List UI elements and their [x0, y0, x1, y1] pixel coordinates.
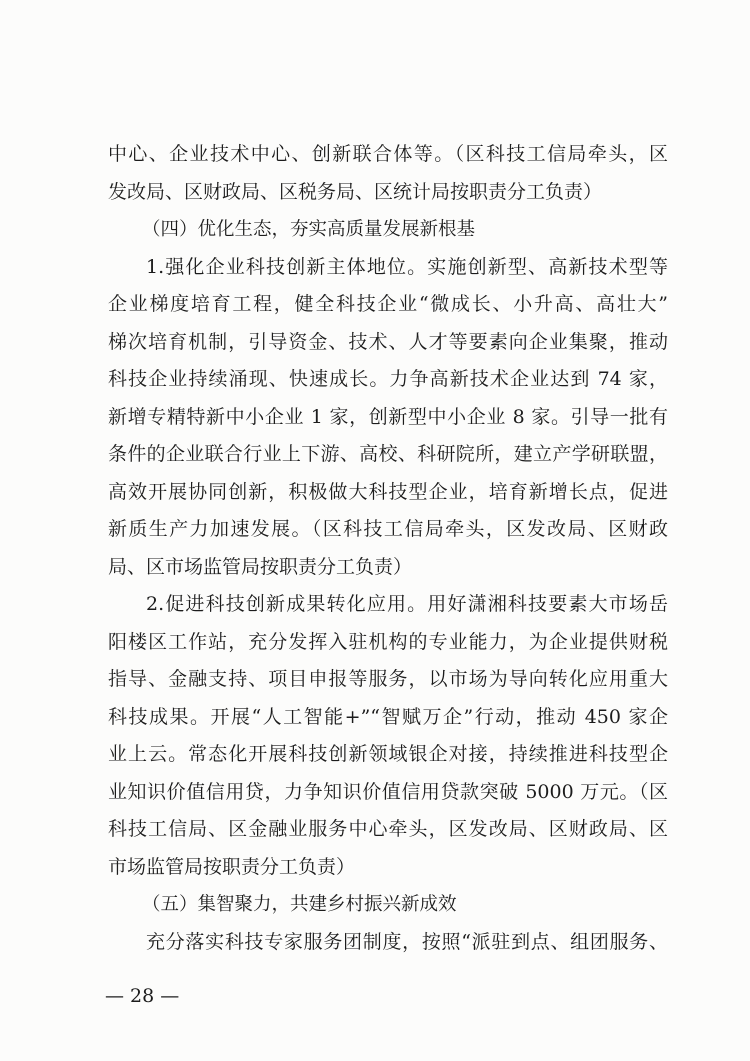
body-line: 高效开展协同创新，积极做大科技型企业，培育新增长点，促进	[108, 480, 668, 503]
section-heading: （四）优化生态，夯实高质量发展新根基	[142, 219, 476, 240]
body-line: 梯次培育机制，引导资金、技术、人才等要素向企业集聚，推动	[108, 330, 668, 353]
paragraph-first-line: 2.促进科技创新成果转化应用。用好潇湘科技要素大市场岳	[146, 593, 668, 615]
body-line: 条件的企业联合行业上下游、高校、科研院所，建立产学研联盟，	[108, 443, 668, 465]
paragraph-first-line: 充分落实科技专家服务团制度，按照“派驻到点、组团服务、	[146, 930, 668, 953]
body-line: 业知识价值信用贷，力争知识价值信用贷款突破 5000 万元。（区	[108, 780, 668, 803]
body-line: 科技企业持续涌现、快速成长。力争高新技术企业达到 74 家，	[108, 368, 668, 390]
paragraph-first-line: 1.强化企业科技创新主体地位。实施创新型、高新技术型等	[146, 255, 668, 278]
body-line: 科技工信局、区金融业服务中心牵头，区发改局、区财政局、区	[108, 818, 668, 840]
body-line: 中心、企业技术中心、创新联合体等。（区科技工信局牵头，区	[108, 143, 668, 165]
body-line: 指导、金融支持、项目申报等服务，以市场为导向转化应用重大	[108, 668, 668, 690]
body-line: 新增专精特新中小企业 1 家，创新型中小企业 8 家。引导一批有	[108, 405, 668, 428]
body-line: 科技成果。开展“人工智能+”“智赋万企”行动，推动 450 家企	[108, 705, 668, 728]
body-line: 新质生产力加速发展。（区科技工信局牵头，区发改局、区财政	[108, 518, 668, 540]
body-line: 发改局、区财政局、区税务局、区统计局按职责分工负责）	[108, 180, 603, 203]
page-number: — 28 —	[105, 985, 180, 1007]
document-body	[108, 136, 668, 961]
body-line: 阳楼区工作站，充分发挥入驻机构的专业能力，为企业提供财税	[108, 630, 668, 653]
body-line: 企业梯度培育工程，健全科技企业“微成长、小升高、高壮大”	[108, 293, 668, 315]
body-line: 局、区市场监管局按职责分工负责）	[108, 555, 413, 578]
body-line: 市场监管局按职责分工负责）	[108, 855, 356, 878]
body-line: 业上云。常态化开展科技创新领域银企对接，持续推进科技型企	[108, 743, 668, 765]
section-heading: （五）集智聚力，共建乡村振兴新成效	[142, 894, 457, 915]
